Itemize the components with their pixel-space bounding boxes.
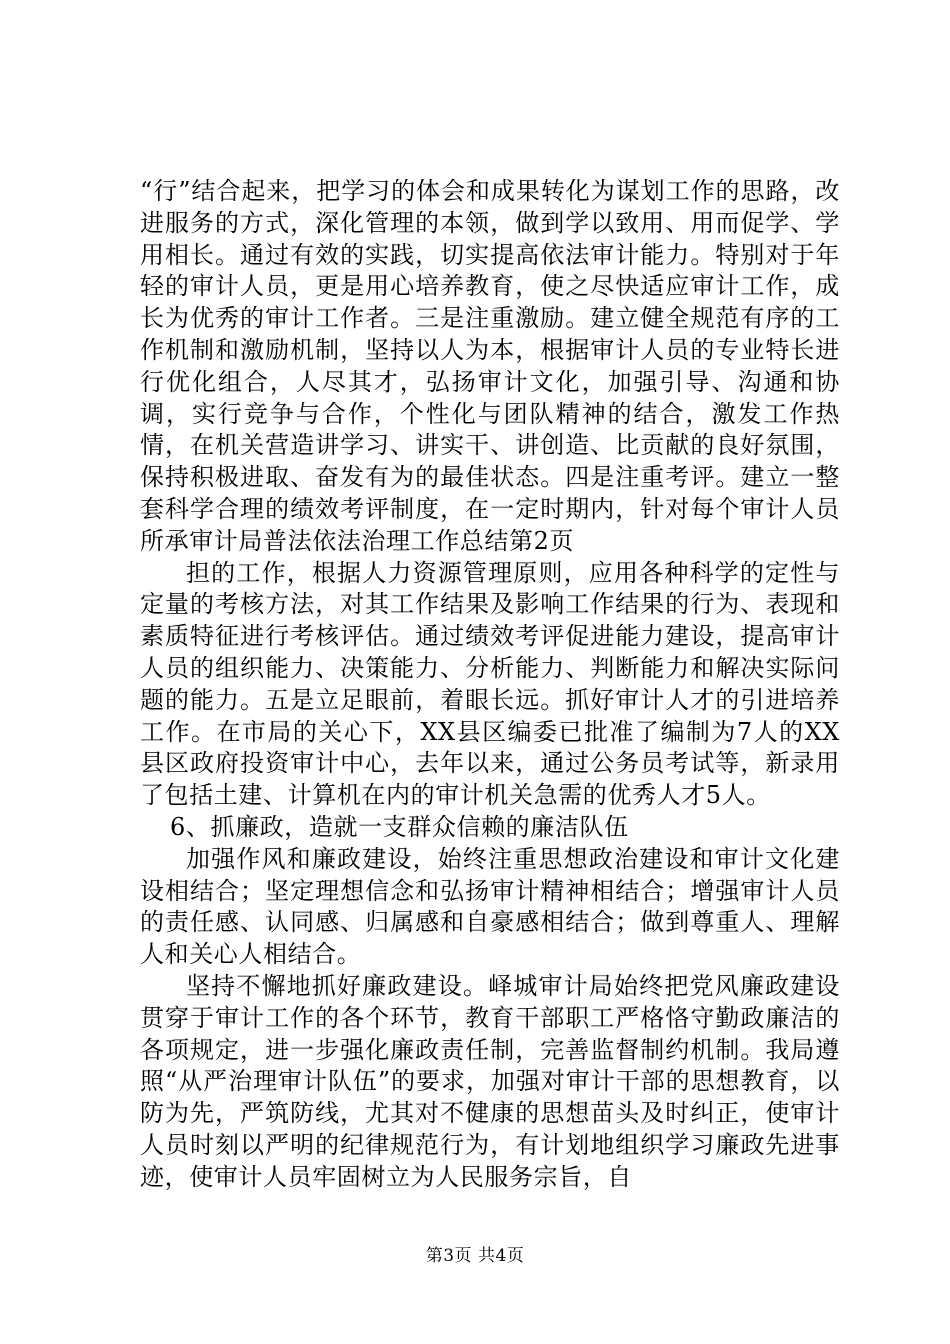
section-heading-anti-corruption: 6、抓廉政，造就一支群众信赖的廉洁队伍 bbox=[170, 812, 629, 841]
paragraph-integrity-building: 坚持不懈地抓好廉政建设。峄城审计局始终把党风廉政建设贯穿于审计工作的各个环节，教育干部职工严格恪守勤政廉洁的各项规定，进一步强化廉政责任制，完善监督制约机制。我局遵照“从严治理审计队伍”的要求，加强对审计干部的思想教育，以防为先，严筑防线，尤其对不健康的思想苗头及时纠正，使审计人员时刻以严明的纪律规范行为，有计划地组织学习廉政先进事迹，使审计人员牢固树立为人民服务宗旨，自 bbox=[140, 971, 840, 1191]
document-body bbox=[140, 176, 840, 1194]
paragraph-performance-review: 担的工作，根据人力资源管理原则，应用各种科学的定性与定量的考核方法，对其工作结果及影响工作结果的行为、表现和素质特征进行考核评估。通过绩效考评促进能力建设，提高审计人员的组织能力、决策能力、分析能力、判断能力和解决实际问题的能力。五是立足眼前，着眼长远。抓好审计人才的引进培养工作。在市局的关心下，XX县区编委已批准了编制为7人的XX县区政府投资审计中心，去年以来，通过公务员考试等，新录用了包括土建、计算机在内的审计机关急需的优秀人才5人。 bbox=[140, 558, 840, 810]
paragraph-continuation: “行”结合起来，把学习的体会和成果转化为谋划工作的思路，改进服务的方式，深化管理的本领，做到学以致用、用而促学、学用相长。通过有效的实践，切实提高依法审计能力。特别对于年轻的审计人员，更是用心培养教育，使之尽快适应审计工作，成长为优秀的审计工作者。三是注重激励。建立健全规范有序的工作机制和激励机制，坚持以人为本，根据审计人员的专业特长进行优化组合，人尽其才，弘扬审计文化，加强引导、沟通和协调，实行竞争与合作，个性化与团队精神的结合，激发工作热情，在机关营造讲学习、讲实干、讲创造、比贡献的良好氛围，保持积极进取、奋发有为的最佳状态。四是注重考评。建立一整套科学合理的绩效考评制度，在一定时期内，针对每个审计人员所承审计局普法依法治理工作总结第2页 bbox=[140, 177, 840, 555]
paragraph-work-style: 加强作风和廉政建设，始终注重思想政治建设和审计文化建设相结合；坚定理想信念和弘扬审计精神相结合；增强审计人员的责任感、认同感、归属感和自豪感相结合；做到尊重人、理解人和关心人相结合。 bbox=[140, 844, 840, 969]
page-number-footer: 第3页 共4页 bbox=[425, 1246, 525, 1266]
